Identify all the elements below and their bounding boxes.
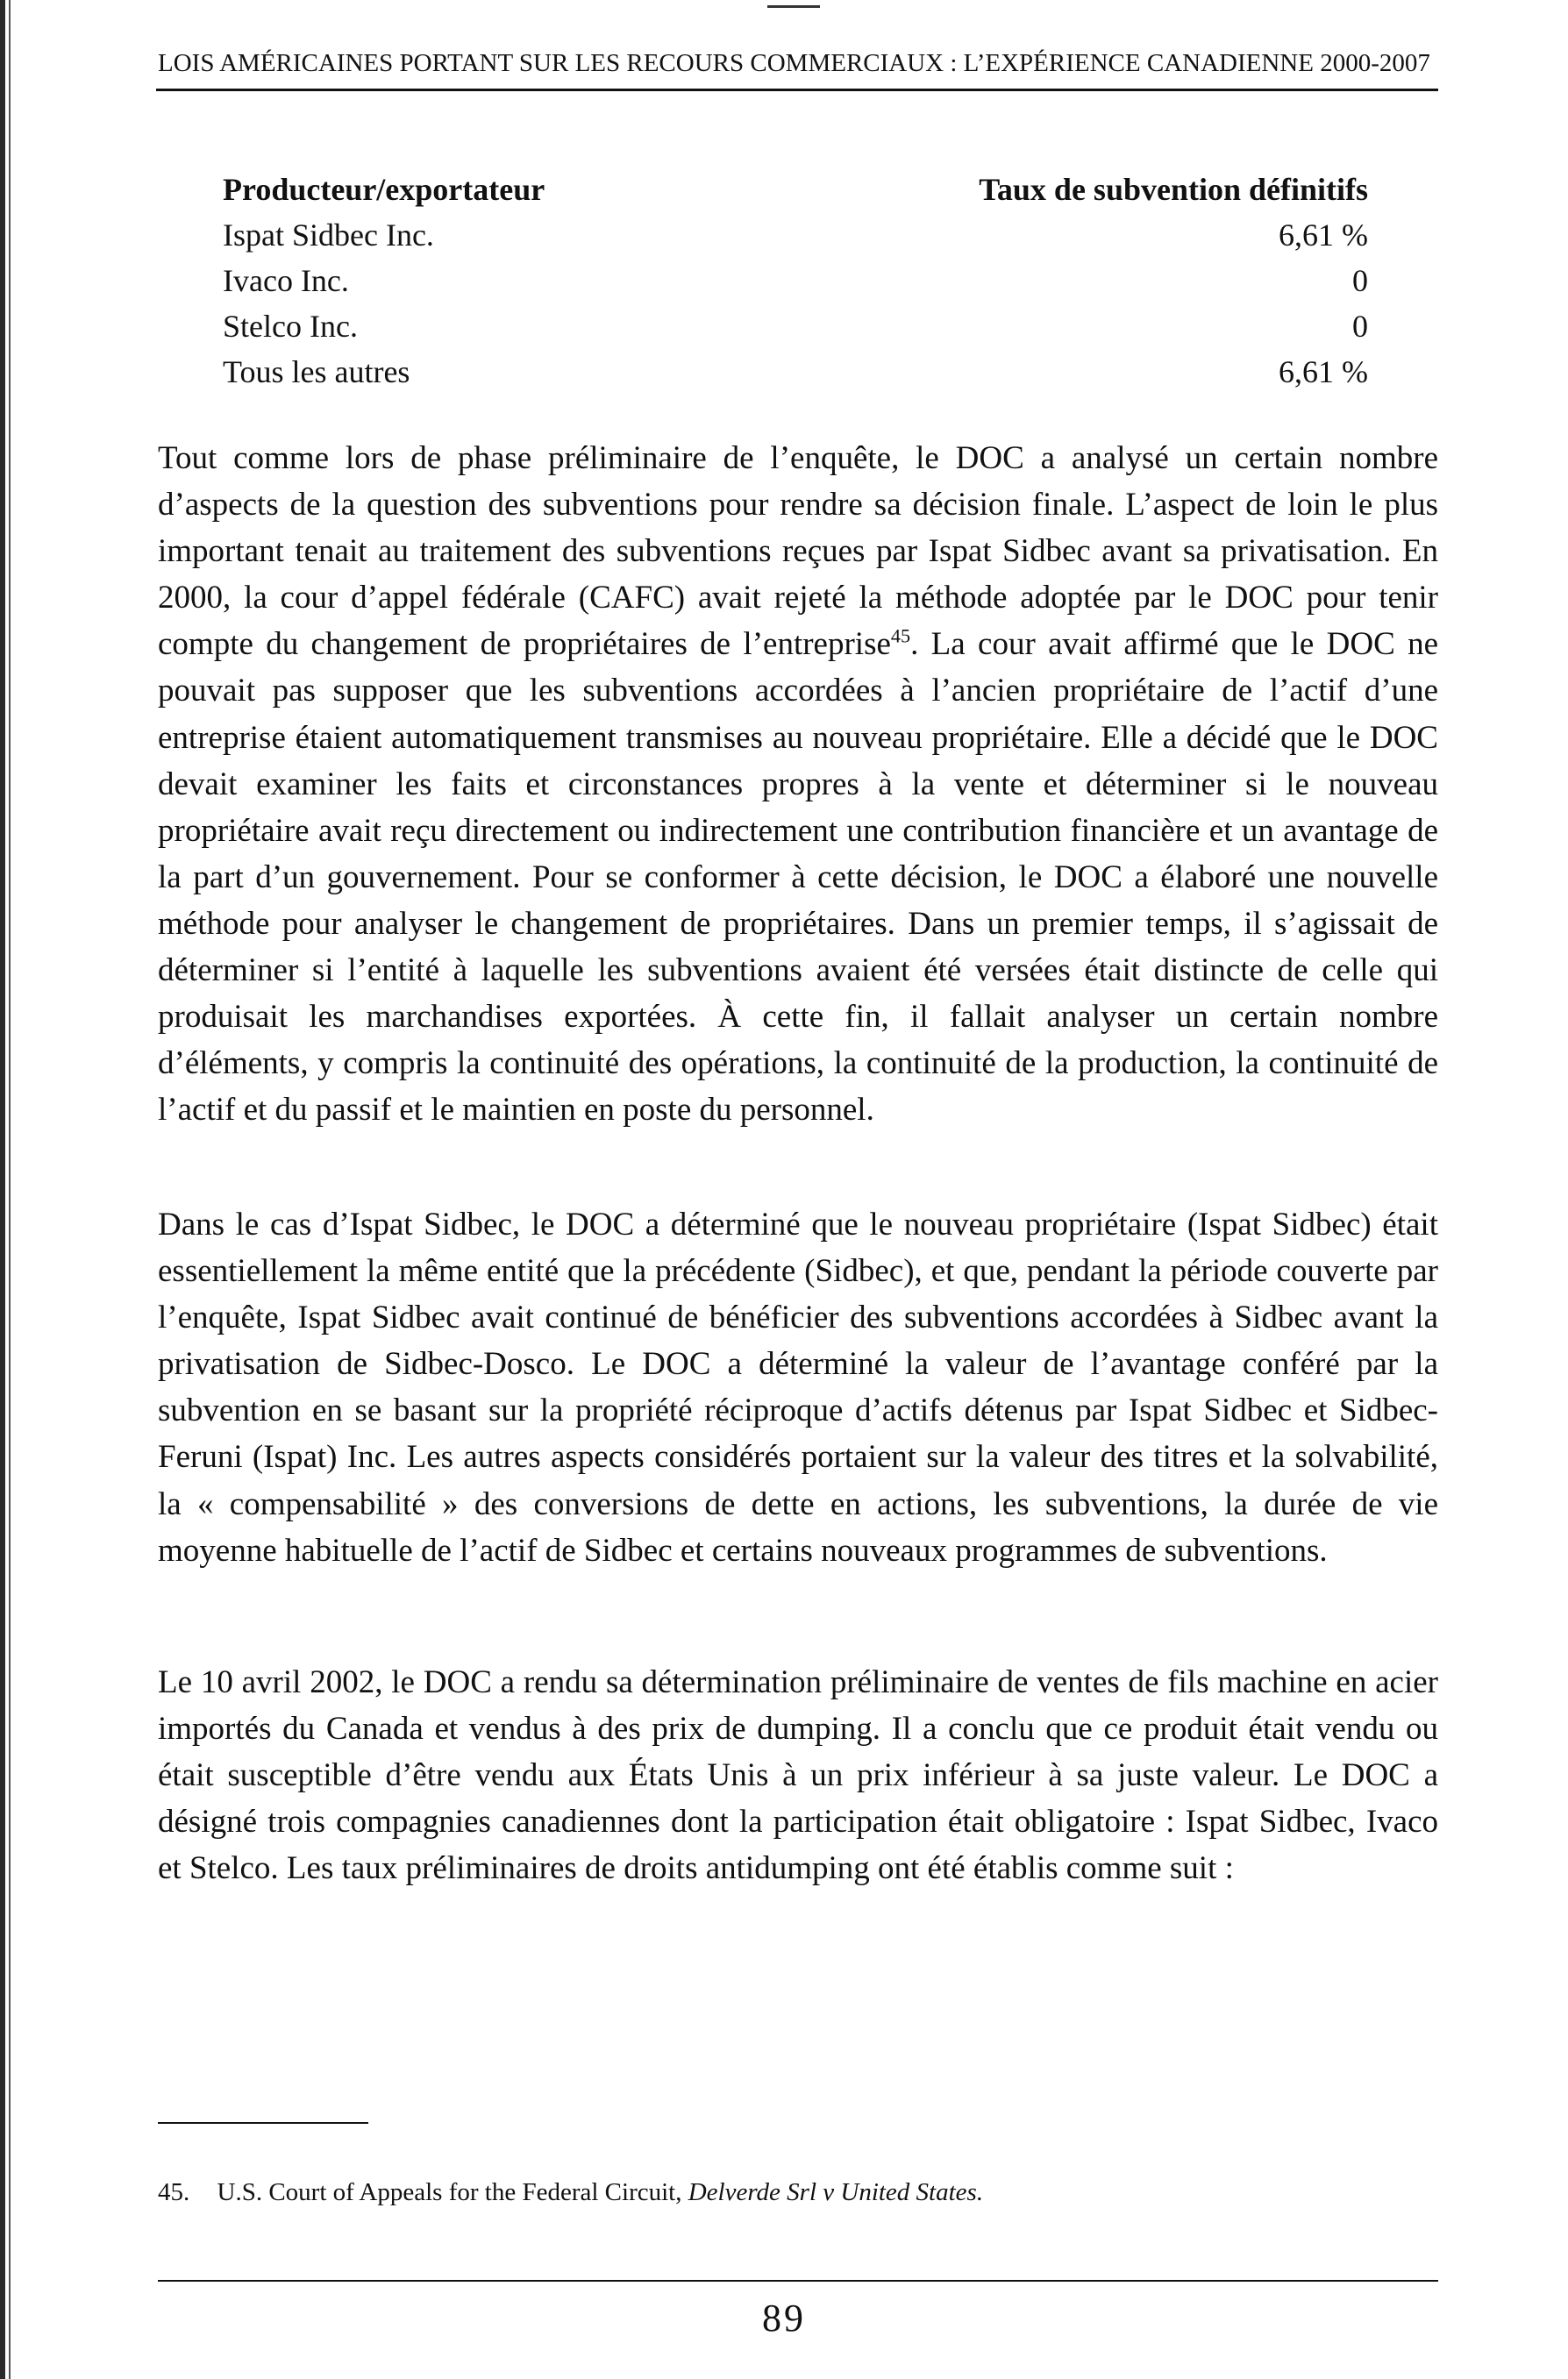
body-paragraph-2: Dans le cas d’Ispat Sidbec, le DOC a déterminé que le nouveau propriétaire (Ispat Sidbec) était essentiellement la même entité que la précédente (Sidbec), et que, pendant la période couverte par l’enquête, Ispat Sidbec avait continué de bénéficier des subventions accordées à Sidbec avant la privatisation de Sidbec-Dosco. Le DOC a déterminé la valeur de l’avantage conféré par la subvention en se basant sur la propriété réciproque d’actifs détenus par Ispat Sidbec et Sidbec-Feruni (Ispat) Inc. Les autres aspects considérés portaient sur la valeur des titres et la solvabilité, la « compensabilité » des conversions de dette en actions, les subventions, la durée de vie moyenne habituelle de l’actif de Sidbec et certains nouveaux programmes de subventions. <box>158 1207 1438 1569</box>
header-rule <box>156 89 1438 91</box>
page-number: 89 <box>762 2297 806 2340</box>
producer-name: Ivaco Inc. <box>223 263 349 298</box>
subsidy-rate: 0 <box>1352 309 1368 344</box>
table-header-row <box>223 167 1368 212</box>
producer-column-header: Producteur/exportateur <box>223 172 545 207</box>
subsidy-rate: 0 <box>1352 263 1368 298</box>
body-paragraph-1 <box>158 435 1438 1133</box>
footer-rule <box>158 2280 1438 2282</box>
subsidy-rate: 6,61 % <box>1279 354 1368 389</box>
subsidy-rate: 6,61 % <box>1279 217 1368 253</box>
paragraph-text: . La cour avait affirmé que le DOC ne pouvait pas supposer que les subventions accordées à l’ancien propriétaire de l’actif d’une entreprise étaient automatiquement transmises au nouveau propriétaire. Elle a décidé que le DOC devait examiner les faits et circonstances propres à la vente et déterminer si le nouveau propriétaire avait reçu directement ou indirectement une contribution financière et un avantage de la part d’un gouvernement. Pour se conformer à cette décision, le DOC a élaboré une nouvelle méthode pour analyser le changement de propriétaires. Dans un premier temps, il s’agissait de déterminer si l’entité à laquelle les subventions avaient été versées était distincte de celle qui produisait les marchandises exportées. À cette fin, il fallait analyser un certain nombre d’éléments, y compris la continuité des opérations, la continuité de la production, la continuité de l’actif et du passif et le maintien en poste du personnel. <box>158 626 1438 1129</box>
body-paragraph-3: Le 10 avril 2002, le DOC a rendu sa détermination préliminaire de ventes de fils machine en acier importés du Canada et vendus à des prix de dumping. Il a conclu que ce produit était vendu ou était susceptible d’être vendu aux États Unis à un prix inférieur à sa juste valeur. Le DOC a désigné trois compagnies canadiennes dont la participation était obligatoire : Ispat Sidbec, Ivaco et Stelco. Les taux préliminaires de droits antidumping ont été établis comme suit : <box>158 1664 1438 1887</box>
footnote-rule <box>158 2122 368 2124</box>
footnote-case-title: Delverde Srl v United States. <box>688 2178 984 2206</box>
rate-column-header: Taux de subvention définitifs <box>979 172 1368 207</box>
page-binding-edge-inner <box>9 0 11 2379</box>
table-row <box>223 303 1368 349</box>
producer-name: Tous les autres <box>223 354 410 389</box>
footnote-reference[interactable]: 45 <box>890 625 911 648</box>
running-header: LOIS AMÉRICAINES PORTANT SUR LES RECOURS COMMERCIAUX : L’EXPÉRIENCE CANADIENNE 2000-2007 <box>158 49 1430 77</box>
subsidy-rates-table <box>223 167 1368 395</box>
table-row <box>223 258 1368 303</box>
table-row <box>223 212 1368 258</box>
footnote <box>158 2175 1438 2210</box>
table-row <box>223 349 1368 395</box>
top-mark <box>767 5 820 8</box>
footnote-number: 45. <box>158 2178 190 2206</box>
producer-name: Ispat Sidbec Inc. <box>223 217 434 253</box>
page-binding-edge <box>0 0 5 2379</box>
paragraph-text: Tout comme lors de phase préliminaire de l’enquête, le DOC a analysé un certain nombre d’aspects de la question des subventions pour rendre sa décision finale. L’aspect de loin le plus important tenait au traitement des subventions reçues par Ispat Sidbec avant sa privatisation. En 2000, la cour d’appel fédérale (CAFC) avait rejeté la méthode adoptée par le DOC pour tenir compte du changement de propriétaires de l’entreprise <box>158 440 1438 663</box>
producer-name: Stelco Inc. <box>223 309 358 344</box>
footnote-court: U.S. Court of Appeals for the Federal Circuit, <box>217 2178 682 2206</box>
